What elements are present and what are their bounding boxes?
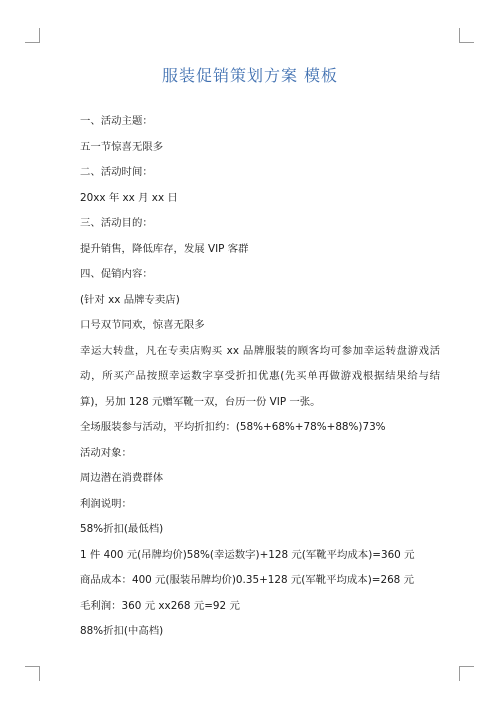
crop-mark-top-left [25, 28, 40, 43]
section-heading-time: 二、活动时间： [80, 166, 153, 178]
time-text: 20xx 年 xx 月 xx 日 [80, 191, 178, 204]
theme-text: 五一节惊喜无限多 [80, 140, 164, 153]
content-scope-text: (针对 xx 品牌专卖店) [80, 293, 180, 306]
gross-profit-text: 毛利润：360 元 xx268 元=92 元 [80, 599, 240, 612]
document-body [80, 109, 440, 645]
discount-tier-low: 58%折扣(最低档) [80, 523, 164, 535]
audience-heading: 活动对象： [80, 446, 132, 459]
purpose-text: 提升销售，降低库存，发展 VIP 客群 [80, 242, 249, 255]
section-heading-purpose: 三、活动目的： [80, 217, 153, 229]
discount-tier-mid-high: 88%折扣(中高档) [80, 625, 164, 637]
cost-calc-text: 商品成本：400 元(服装吊牌均价)0.35+128 元(军靴平均成本)=268 元 [80, 574, 414, 586]
price-calc-text: 1 件 400 元(吊牌均价)58%(幸运数字)+128 元(军靴平均成本)=360 元 [80, 548, 415, 561]
slogan-text: 口号双节同欢，惊喜无限多 [80, 319, 205, 331]
audience-text: 周边潜在消费群体 [80, 472, 164, 484]
document-title: 服装促销策划方案 模板 [161, 66, 339, 85]
crop-mark-bottom-right [459, 666, 474, 681]
crop-mark-bottom-left [25, 666, 40, 681]
section-heading-theme: 一、活动主题： [80, 115, 153, 127]
lucky-wheel-paragraph: 幸运大转盘，凡在专卖店购买 xx 品牌服装的顾客均可参加幸运转盘游戏活动，所买产品按照幸运数字享受折扣优惠(先买单再做游戏根据结果给与结算)，另加 128 元赠军靴一双，台历一份 VIP 一张。 [80, 344, 440, 408]
crop-mark-top-right [459, 28, 474, 43]
profit-heading: 利润说明： [80, 497, 132, 510]
discount-text: 全场服装参与活动，平均折扣约：(58%+68%+78%+88%)73% [80, 421, 386, 433]
section-heading-content: 四、促销内容： [80, 268, 153, 280]
